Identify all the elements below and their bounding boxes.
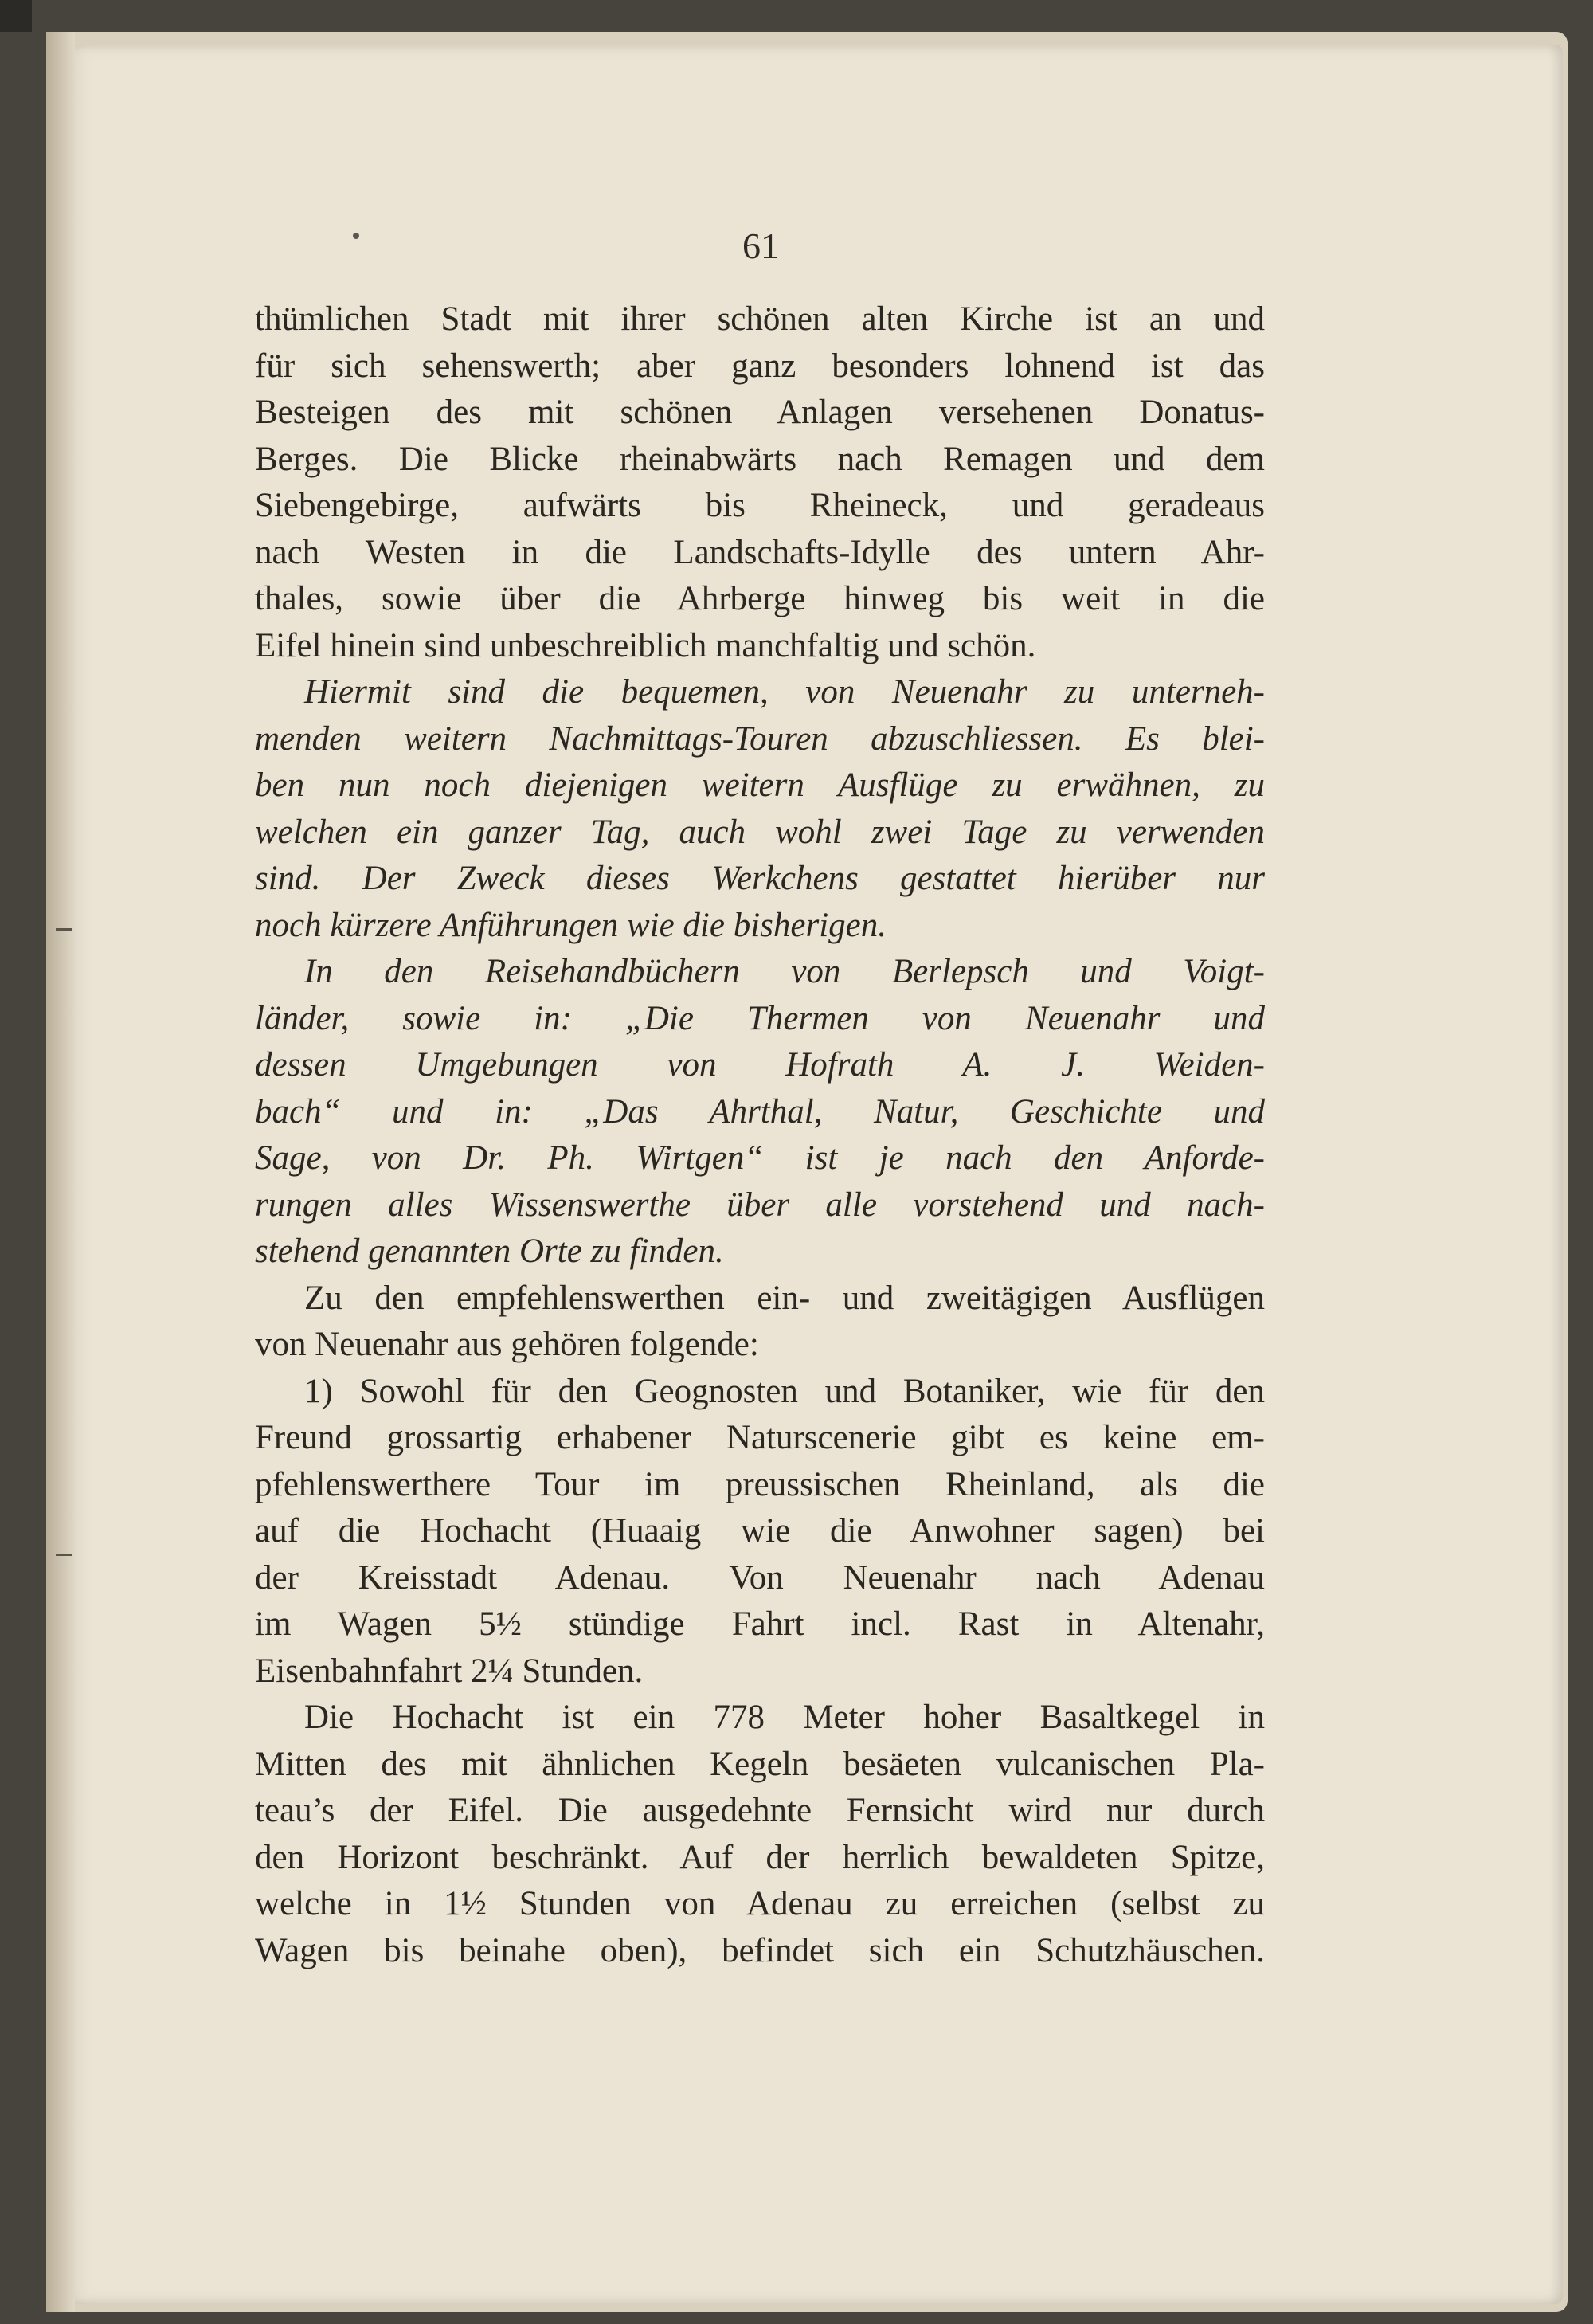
text-line: ben nun noch diejenigen weitern Ausflüge zu erwähnen, zu <box>255 766 1265 804</box>
text-line: für sich sehenswerth; aber ganz besonders lohnend ist das <box>255 347 1265 385</box>
text-line: welchen ein ganzer Tag, auch wohl zwei Tage zu verwenden <box>255 813 1265 851</box>
body-text <box>255 296 1265 1974</box>
text-line: nach Westen in die Landschafts-Idylle des untern Ahr- <box>255 533 1265 571</box>
text-line: teau’s der Eifel. Die ausgedehnte Fernsicht wird nur durch <box>255 1792 1265 1829</box>
scan-corner <box>0 0 32 32</box>
text-line: Eisenbahnfahrt 2¼ Stunden. <box>255 1652 644 1690</box>
text-line: im Wagen 5½ stündige Fahrt incl. Rast in Altenahr, <box>255 1605 1265 1643</box>
text-line: sind. Der Zweck dieses Werkchens gestattet hierüber nur <box>255 860 1265 897</box>
text-line: pfehlenswerthere Tour im preussischen Rheinland, als die <box>255 1465 1265 1503</box>
text-line: auf die Hochacht (Huaaig wie die Anwohner sagen) bei <box>255 1512 1265 1550</box>
text-line: thümlichen Stadt mit ihrer schönen alten Kirche ist an und <box>255 300 1265 338</box>
text-line: noch kürzere Anführungen wie die bisherigen. <box>255 906 887 944</box>
text-line: Zu den empfehlenswerthen ein- und zweitägigen Ausflügen <box>304 1279 1265 1317</box>
text-line: Berges. Die Blicke rheinabwärts nach Remagen und dem <box>255 440 1265 478</box>
binding-mark <box>56 928 72 931</box>
text-line: Wagen bis beinahe oben), befindet sich ein Schutzhäuschen. <box>255 1931 1265 1969</box>
text-line: menden weitern Nachmittags-Touren abzuschliessen. Es blei- <box>255 719 1265 758</box>
text-line: von Neuenahr aus gehören folgende: <box>255 1326 759 1363</box>
text-line: Freund grossartig erhabener Naturscenerie gibt es keine em- <box>255 1419 1265 1456</box>
text-line: Besteigen des mit schönen Anlagen versehenen Donatus- <box>255 394 1265 431</box>
text-line: Die Hochacht ist ein 778 Meter hoher Basaltkegel in <box>304 1699 1265 1736</box>
text-line: Sage, von Dr. Ph. Wirtgen“ ist je nach den Anforde- <box>255 1139 1265 1177</box>
text-line: thales, sowie über die Ahrberge hinweg bis weit in die <box>255 580 1265 617</box>
text-line: 1) Sowohl für den Geognosten und Botaniker, wie für den <box>304 1372 1265 1410</box>
text-line: rungen alles Wissenswerthe über alle vorstehend und nach- <box>255 1186 1265 1224</box>
text-line: In den Reisehandbüchern von Berlepsch und Voigt- <box>304 953 1265 990</box>
binding-mark <box>56 1554 72 1556</box>
text-line: dessen Umgebungen von Hofrath A. J. Weiden- <box>255 1046 1265 1084</box>
text-line: den Horizont beschränkt. Auf der herrlich bewaldeten Spitze, <box>255 1838 1265 1876</box>
ink-speck <box>353 233 359 239</box>
text-line: Hiermit sind die bequemen, von Neuenahr zu unterneh- <box>304 673 1265 711</box>
text-line: der Kreisstadt Adenau. Von Neuenahr nach Adenau <box>255 1558 1265 1597</box>
text-line: bach“ und in: „Das Ahrthal, Natur, Geschichte und <box>255 1092 1265 1131</box>
text-line: Siebengebirge, aufwärts bis Rheineck, und geradeaus <box>255 487 1265 524</box>
text-line: Eifel hinein sind unbeschreiblich manchfaltig und schön. <box>255 626 1036 664</box>
text-line: stehend genannten Orte zu finden. <box>255 1233 724 1270</box>
book-gutter <box>46 32 75 2312</box>
text-line: länder, sowie in: „Die Thermen von Neuenahr und <box>255 999 1265 1037</box>
page-number: 61 <box>742 225 779 266</box>
text-line: welche in 1½ Stunden von Adenau zu erreichen (selbst zu <box>255 1885 1265 1922</box>
text-line: Mitten des mit ähnlichen Kegeln besäeten vulcanischen Pla- <box>255 1745 1265 1783</box>
